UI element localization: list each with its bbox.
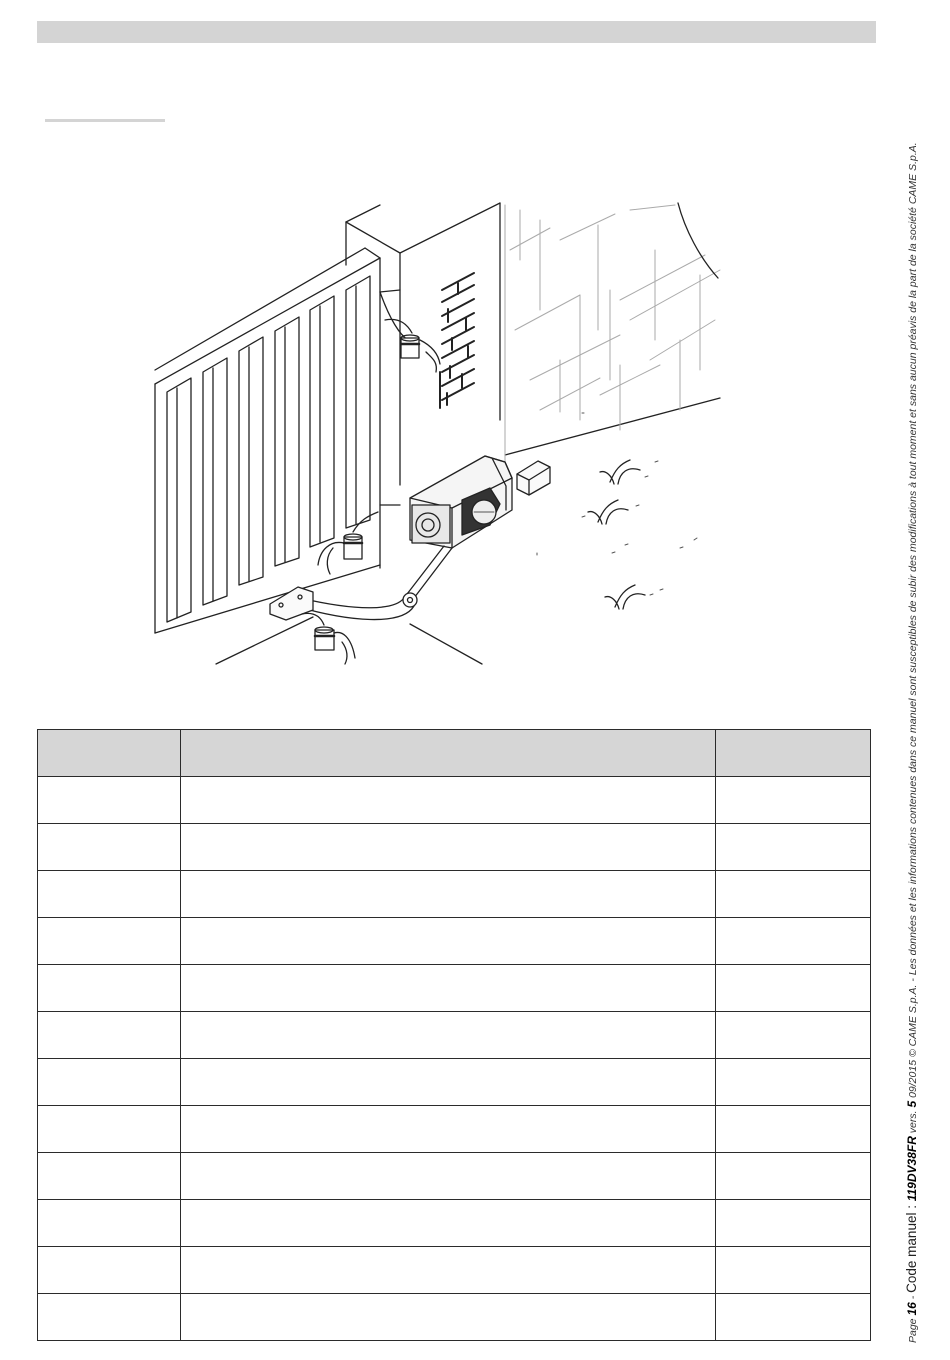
control-box (517, 461, 550, 495)
table-row (38, 1200, 871, 1247)
table-row (38, 871, 871, 918)
table-row (38, 918, 871, 965)
wall-texture (505, 205, 720, 470)
table-cell (716, 1294, 871, 1341)
table-cell (38, 777, 181, 824)
table-cell (38, 1294, 181, 1341)
gate-slats (167, 276, 370, 622)
oil-can-top (385, 319, 440, 372)
operator-unit (410, 456, 512, 548)
page-prefix: Page (907, 1318, 919, 1343)
table-cell (716, 824, 871, 871)
table-cell (181, 1106, 716, 1153)
table-cell (38, 1153, 181, 1200)
section-title-rule (45, 119, 165, 122)
table-row (38, 1247, 871, 1294)
table-cell (716, 1153, 871, 1200)
table-cell (716, 1247, 871, 1294)
table-row (38, 824, 871, 871)
table-cell (716, 1106, 871, 1153)
table-cell (716, 1012, 871, 1059)
header-cell (38, 730, 181, 777)
table-cell (181, 1059, 716, 1106)
table-cell (716, 871, 871, 918)
footer-legal-text (902, 142, 922, 1343)
header-bar (37, 21, 876, 43)
table-header-row (38, 730, 871, 777)
gate-operator-lubrication-illustration (150, 195, 730, 675)
table-cell (38, 1106, 181, 1153)
table-cell (38, 1059, 181, 1106)
table-cell (38, 824, 181, 871)
page-number: 16 (905, 1302, 919, 1316)
table-cell (38, 918, 181, 965)
maintenance-table (37, 729, 871, 1341)
code-label: Code manuel : (904, 1201, 919, 1293)
table-row (38, 1059, 871, 1106)
table-row (38, 1106, 871, 1153)
table-cell (181, 824, 716, 871)
table-cell (716, 1059, 871, 1106)
version-number: 5 (905, 1100, 919, 1108)
table-row (38, 1012, 871, 1059)
table-cell (716, 777, 871, 824)
table-cell (38, 1247, 181, 1294)
header-cell (716, 730, 871, 777)
copyright-notice: 09/2015 © CAME S.p.A. - Les données et les informations contenues dans ce manuel sont susceptibles de subir des modifications à tout moment et sans aucun préavis de la part de la société CAME S.p.A. (907, 142, 919, 1101)
gate-pillar (346, 203, 500, 505)
version-label: vers. (907, 1107, 919, 1137)
table-cell (181, 918, 716, 965)
table-cell (181, 1153, 716, 1200)
grass-tufts (588, 460, 645, 609)
table-cell (181, 1012, 716, 1059)
table-row (38, 1153, 871, 1200)
table-cell (716, 918, 871, 965)
table-row (38, 1294, 871, 1341)
table-cell (181, 777, 716, 824)
table-cell (181, 1294, 716, 1341)
brick-pattern (440, 273, 474, 408)
manual-code: 119DV38FR (905, 1136, 919, 1202)
table-cell (181, 965, 716, 1012)
table-cell (38, 965, 181, 1012)
table-cell (181, 1247, 716, 1294)
table-row (38, 777, 871, 824)
table-cell (38, 1200, 181, 1247)
header-cell (181, 730, 716, 777)
table-cell (181, 871, 716, 918)
table-cell (38, 1012, 181, 1059)
table-cell (716, 1200, 871, 1247)
table-cell (716, 965, 871, 1012)
oil-can-middle (318, 512, 378, 574)
table-cell (38, 871, 181, 918)
table-cell (181, 1200, 716, 1247)
separator: - (907, 1292, 919, 1303)
table-row (38, 965, 871, 1012)
oil-can-bottom (302, 613, 355, 664)
